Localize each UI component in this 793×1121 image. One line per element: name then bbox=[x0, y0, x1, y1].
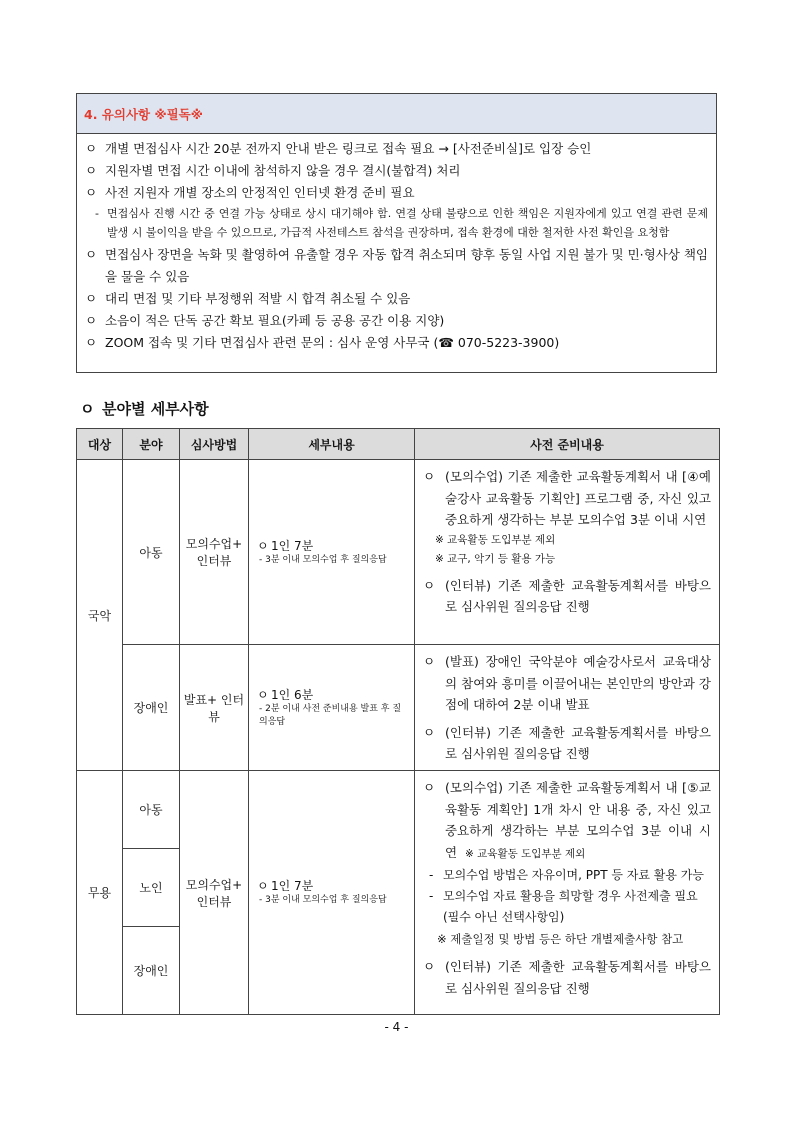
details-cell: ㅇ 1인 7분 - 3분 이내 모의수업 후 질의응답 bbox=[249, 771, 415, 1015]
bullet-icon: ㅇ bbox=[257, 879, 269, 893]
bullet-icon: ㅇ bbox=[423, 469, 436, 484]
bullet-icon: ㅇ bbox=[423, 654, 436, 669]
bullet-icon: ㅇ bbox=[423, 577, 436, 593]
bullet-icon: ㅇ bbox=[423, 780, 436, 795]
bullet-icon: ㅇ bbox=[423, 959, 436, 974]
details-cell: ㅇ 1인 7분 - 3분 이내 모의수업 후 질의응답 bbox=[249, 460, 415, 645]
notice-item: ㅇ 소음이 적은 단독 공간 확보 필요(카페 등 공용 공간 이용 지양) bbox=[85, 310, 708, 332]
bullet-icon: ㅇ bbox=[85, 313, 98, 328]
field-cell: 아동 bbox=[123, 460, 180, 645]
notice-item: ㅇ 면접심사 장면을 녹화 및 촬영하여 유출할 경우 자동 합격 취소되며 향후 동일 사업 지원 불가 및 민·형사상 책임을 물을 수 있음 bbox=[85, 244, 708, 288]
table-row bbox=[77, 460, 720, 645]
header-method: 심사방법 bbox=[180, 429, 249, 460]
target-cell: 무용 bbox=[77, 771, 123, 1015]
bullet-icon: ㅇ bbox=[85, 335, 98, 350]
table-header-row bbox=[77, 429, 720, 460]
field-cell: 장애인 bbox=[123, 927, 180, 1015]
notice-item: ㅇ 개별 면접심사 시간 20분 전까지 안내 받은 링크로 접속 필요 → [사전준비실]로 입장 승인 bbox=[85, 138, 708, 160]
table-row bbox=[77, 645, 720, 771]
note: ※ 교구, 악기 등 활용 가능 bbox=[435, 552, 556, 565]
header-target: 대상 bbox=[77, 429, 123, 460]
preparation-cell: ㅇ (발표) 장애인 국악분야 예술강사로서 교육대상의 참여와 흥미를 이끌어내는 본인만의 방안과 강점에 대하여 2분 이내 발표 ㅇ (인터뷰) 기존 제출한 교육활동계획서를 바탕으로 심사위원 질의응답 진행 bbox=[415, 645, 720, 771]
bullet-icon: ㅇ bbox=[85, 247, 98, 262]
field-cell: 아동 bbox=[123, 771, 180, 849]
bullet-icon: ㅇ bbox=[85, 291, 98, 306]
header-field: 분야 bbox=[123, 429, 180, 460]
bullet-icon: ㅇ bbox=[85, 141, 98, 156]
bullet-icon: ㅇ bbox=[85, 185, 98, 200]
page-number: - 4 - bbox=[384, 1020, 409, 1034]
note: ※ 교육활동 도입부분 제외 bbox=[435, 533, 556, 546]
table-row bbox=[77, 771, 720, 849]
note: ※ 제출일정 및 방법 등은 하단 개별제출사항 참고 bbox=[437, 932, 684, 946]
notice-title: 4. 유의사항 ※필독※ bbox=[77, 94, 716, 134]
bullet-icon: ㅇ bbox=[423, 724, 436, 740]
notice-item: ㅇ 지원자별 면접 시간 이내에 참석하지 않을 경우 결시(불합격) 처리 bbox=[85, 160, 708, 182]
detail-table bbox=[76, 428, 720, 1015]
bullet-icon: ㅇ bbox=[80, 400, 95, 418]
notice-item: ㅇ ZOOM 접속 및 기타 면접심사 관련 문의 : 심사 운영 사무국 (☎ 070-5223-3900) bbox=[85, 332, 708, 354]
method-cell: 모의수업+ 인터뷰 bbox=[180, 460, 249, 645]
notice-box bbox=[76, 93, 717, 373]
field-cell: 장애인 bbox=[123, 645, 180, 771]
note: ※ 교육활동 도입부분 제외 bbox=[465, 847, 586, 860]
preparation-cell: ㅇ (모의수업) 기존 제출한 교육활동계획서 내 [④예술강사 교육활동 기획안] 프로그램 중, 자신 있고 중요하게 생각하는 부분 모의수업 3분 이내 시연 ※ 교육활동 도입부분 제외 ※ 교구, 악기 등 활용 가능 ㅇ (인터뷰) 기존 제출한 교육활동계획서를 바탕으로 심사위원 질의응답 진행 bbox=[415, 460, 720, 645]
method-cell: 모의수업+ 인터뷰 bbox=[180, 771, 249, 1015]
notice-sub-item: - 면접심사 진행 시간 중 연결 가능 상태로 상시 대기해야 함. 연결 상태 불량으로 인한 책임은 지원자에게 있고 연결 관련 문제 발생 시 불이익을 받을 수 있으므로, 가급적 사전테스트 참석을 권장하며, 접속 환경에 대한 철저한 사전 확인을 요청함 bbox=[95, 207, 708, 239]
header-details: 세부내용 bbox=[249, 429, 415, 460]
bullet-icon: ㅇ bbox=[257, 687, 269, 702]
notice-list bbox=[77, 134, 716, 354]
header-preparation: 사전 준비내용 bbox=[415, 429, 720, 460]
section-title: ㅇ 분야별 세부사항 bbox=[80, 400, 209, 418]
field-cell: 노인 bbox=[123, 849, 180, 927]
details-cell: ㅇ 1인 6분 - 2분 이내 사전 준비내용 발표 후 질의응답 bbox=[249, 645, 415, 771]
preparation-cell: ㅇ (모의수업) 기존 제출한 교육활동계획서 내 [⑤교육활동 계획안] 1개 차시 안 내용 중, 자신 있고 중요하게 생각하는 부분 모의수업 3분 이내 시연 ※ 교육활동 도입부분 제외 - 모의수업 방법은 자유이며, PPT 등 자료 활용 가능 - 모의수업 자료 활용을 희망할 경우 사전제출 필요 (필수 아닌 선택사항임) ※ 제출일정 및 방법 등은 하단 개별제출사항 참고 ㅇ (인터뷰) 기존 제출한 교육활동계획서를 바탕으로 심사위원 질의응답 진행 bbox=[415, 771, 720, 1015]
notice-item: ㅇ 대리 면접 및 기타 부정행위 적발 시 합격 취소될 수 있음 bbox=[85, 288, 708, 310]
target-cell: 국악 bbox=[77, 460, 123, 771]
notice-item: ㅇ 사전 지원자 개별 장소의 안정적인 인터넷 환경 준비 필요 bbox=[85, 182, 708, 204]
bullet-icon: ㅇ bbox=[85, 163, 98, 178]
bullet-icon: ㅇ bbox=[257, 538, 269, 553]
method-cell: 발표+ 인터뷰 bbox=[180, 645, 249, 771]
